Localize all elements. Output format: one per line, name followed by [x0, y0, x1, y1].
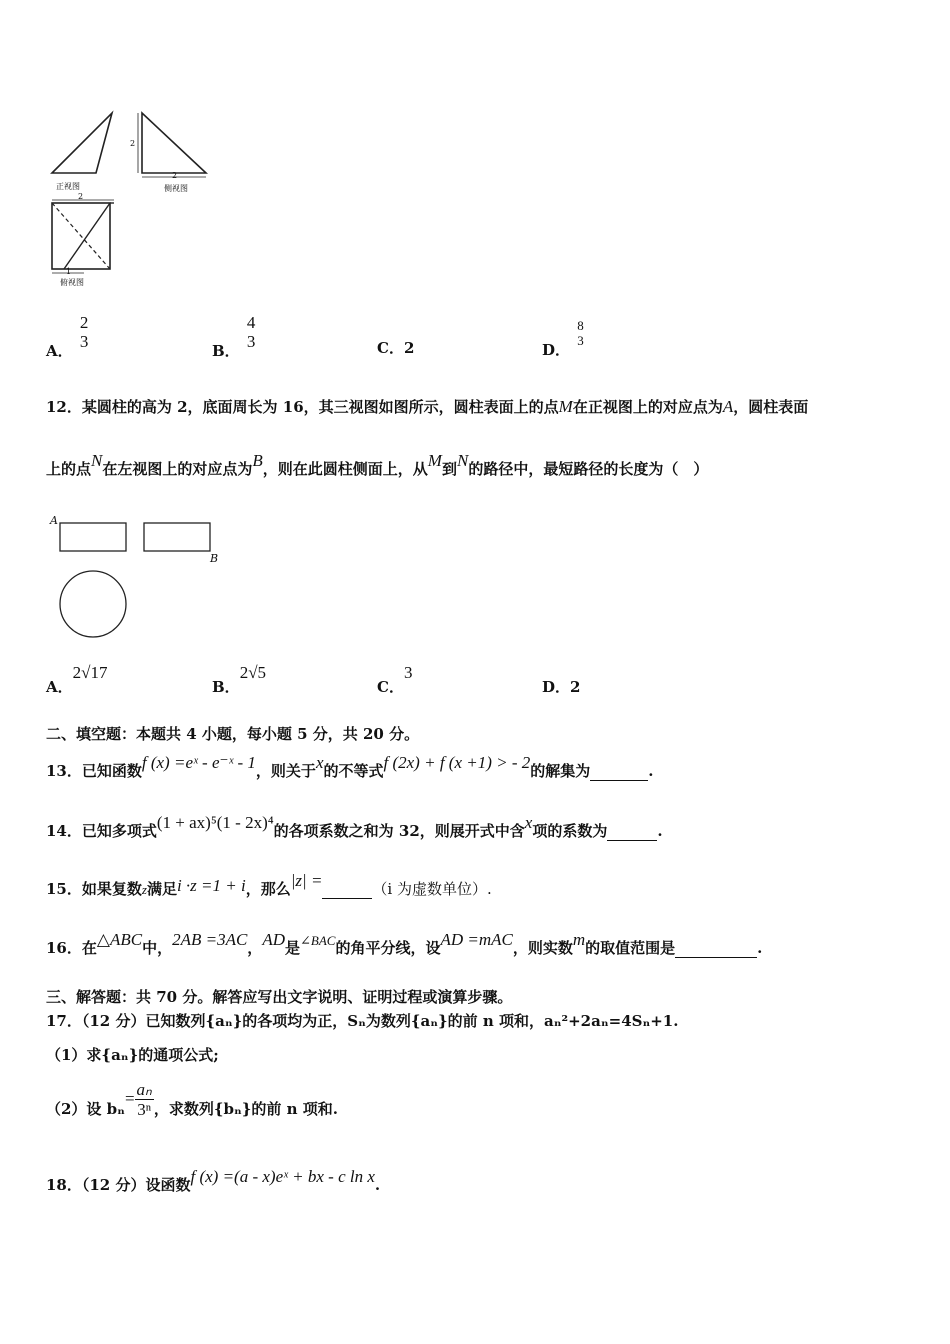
q13-variable: x	[315, 753, 324, 772]
q11-option-b[interactable]	[212, 313, 257, 360]
section-2-heading: 二、填空题：本题共 4 小题，每小题 5 分，共 20 分。	[46, 725, 420, 743]
q12-text: ，则在此圆柱侧面上，从	[262, 460, 428, 478]
answer-blank[interactable]	[590, 762, 648, 781]
q18	[46, 1167, 381, 1195]
q15-text: 满足	[146, 880, 177, 898]
q18-function: f (x) =(a - x)eˣ + bx - c ln x	[190, 1167, 375, 1186]
q16-text: ，则实数	[512, 939, 573, 957]
answer-blank[interactable]	[607, 822, 657, 841]
three-view-figure	[44, 105, 219, 295]
q12-text: 到	[441, 460, 457, 478]
q13-text: .	[648, 762, 654, 780]
q12-figure	[44, 512, 234, 642]
option-label: A．	[46, 342, 73, 360]
q16-text: 的角平分线，设	[335, 939, 441, 957]
denominator: 3	[577, 333, 584, 348]
point-b: B	[252, 451, 263, 470]
q15	[46, 871, 492, 899]
q14-text: 项的系数为	[532, 822, 608, 840]
fraction	[575, 318, 586, 348]
q16-text: 中，	[142, 939, 173, 957]
q14-polynomial: (1 + ax)⁵(1 - 2x)⁴	[156, 813, 274, 832]
q12-text: 在左视图上的对应点为	[102, 460, 253, 478]
point-a: A	[722, 397, 734, 416]
option-value: 2√5	[239, 663, 267, 682]
point-m: M	[558, 397, 573, 416]
label-a: A	[50, 514, 58, 527]
option-label: C．	[377, 678, 404, 696]
q16-text: 的取值范围是	[585, 939, 676, 957]
q15-variable: z	[141, 882, 147, 897]
option-label: B．	[212, 678, 240, 696]
option-label: D．	[542, 678, 571, 696]
q12-option-b[interactable]	[212, 663, 267, 696]
q15-text: 15．如果复数	[46, 880, 142, 898]
q18-text: 18．（12 分）设函数	[46, 1176, 191, 1194]
fraction	[135, 1080, 154, 1119]
q16-triangle: △ABC	[96, 930, 143, 949]
top-view-label: 俯视图	[60, 278, 84, 287]
option-value: 2	[403, 339, 415, 357]
q15-equation: i ·z =1 + i	[176, 876, 246, 895]
q17-text: （2）设 bₙ	[46, 1099, 125, 1118]
q12-line2	[46, 451, 709, 479]
q14-text: .	[657, 822, 663, 840]
numerator: aₙ	[136, 1080, 152, 1099]
q16	[46, 930, 763, 958]
numerator: 8	[577, 318, 584, 333]
side-view-label: 侧视图	[164, 184, 188, 193]
denominator: 3ⁿ	[137, 1100, 152, 1119]
q13-text: 的解集为	[530, 762, 591, 780]
q12-text: 上的点	[46, 460, 92, 478]
option-label: A．	[46, 678, 73, 696]
side-dim-width: 2	[172, 171, 178, 180]
q16-text: .	[757, 939, 763, 957]
side-dim-height: 2	[130, 139, 136, 148]
option-value: 2	[570, 678, 581, 696]
q16-m: m	[572, 930, 586, 949]
option-value: 3	[403, 663, 413, 682]
q16-equation-2: AD =mAC	[440, 930, 513, 949]
answer-blank[interactable]	[675, 939, 757, 958]
q14-text: 14．已知多项式	[46, 822, 157, 840]
q16-equation: 2AB =3AC	[172, 930, 248, 949]
q11-option-c[interactable]	[377, 337, 414, 358]
option-label: D．	[542, 341, 571, 359]
q12-option-d[interactable]	[542, 676, 580, 697]
q11-option-d[interactable]	[542, 318, 586, 359]
q11-option-a[interactable]	[46, 313, 90, 360]
q16-text: 16．在	[46, 939, 97, 957]
q13-inequality: f (2x) + f (x +1) > - 2	[383, 753, 531, 772]
point-m: M	[427, 451, 442, 470]
q15-text: （i 为虚数单位）.	[372, 880, 492, 898]
q13-text: ，则关于	[255, 762, 316, 780]
top-dim-width: 2	[78, 192, 84, 201]
q14-variable: x	[524, 813, 533, 832]
q17-part2	[46, 1080, 338, 1119]
option-label: B．	[212, 342, 240, 360]
q16-text: ，	[247, 939, 263, 957]
q12-text: 的路径中，最短路径的长度为（ ）	[468, 460, 709, 478]
q18-text: .	[374, 1176, 381, 1194]
section-3-heading: 三、解答题：共 70 分。解答应写出文字说明、证明过程或演算步骤。	[46, 988, 513, 1006]
option-label: C．	[377, 339, 404, 357]
point-n: N	[456, 451, 469, 470]
top-dim-bottom: 1	[66, 267, 72, 276]
q12-option-a[interactable]	[46, 663, 108, 696]
point-n: N	[91, 451, 103, 470]
q12-text: ，圆柱表面	[733, 398, 809, 416]
numerator: 2	[79, 313, 89, 332]
option-value: 2√17	[72, 663, 108, 682]
q16-text: 是	[284, 939, 300, 957]
cylinder-views-diagram	[44, 512, 234, 642]
q14	[46, 813, 663, 841]
q13	[46, 753, 654, 781]
q17-line: 17．（12 分）已知数列{aₙ}的各项均为正，Sₙ为数列{aₙ}的前 n 项和，aₙ²+2aₙ=4Sₙ+1.	[46, 1012, 679, 1030]
fraction	[245, 313, 258, 351]
q15-text: ，那么	[245, 880, 291, 898]
equals: =	[124, 1088, 135, 1108]
q13-text: 的不等式	[323, 762, 384, 780]
q14-text: 的各项系数之和为 32，则展开式中含	[273, 822, 525, 840]
q13-function: f (x) =eˣ - e⁻ˣ - 1	[141, 753, 256, 772]
q12-text: 在正视图上的对应点为	[572, 398, 723, 416]
q17-part1: （1）求{aₙ}的通项公式;	[46, 1046, 219, 1064]
q15-modulus: |z| =	[290, 871, 323, 890]
numerator: 4	[246, 313, 256, 332]
q12-text: 12．某圆柱的高为 2，底面周长为 16，其三视图如图所示，圆柱表面上的点	[46, 398, 559, 416]
denominator: 3	[246, 332, 256, 351]
q17-text: ，求数列{bₙ}的前 n 项和.	[153, 1099, 338, 1118]
q12-line1	[46, 396, 808, 417]
label-b: B	[210, 552, 219, 565]
q16-ad: AD	[262, 930, 285, 949]
q16-angle: ∠BAC	[300, 933, 336, 948]
q13-text: 13．已知函数	[46, 762, 142, 780]
front-view-label: 正视图	[56, 182, 80, 191]
denominator: 3	[79, 332, 89, 351]
answer-blank[interactable]	[322, 880, 372, 899]
fraction	[78, 313, 91, 351]
q12-option-c[interactable]	[377, 663, 413, 696]
